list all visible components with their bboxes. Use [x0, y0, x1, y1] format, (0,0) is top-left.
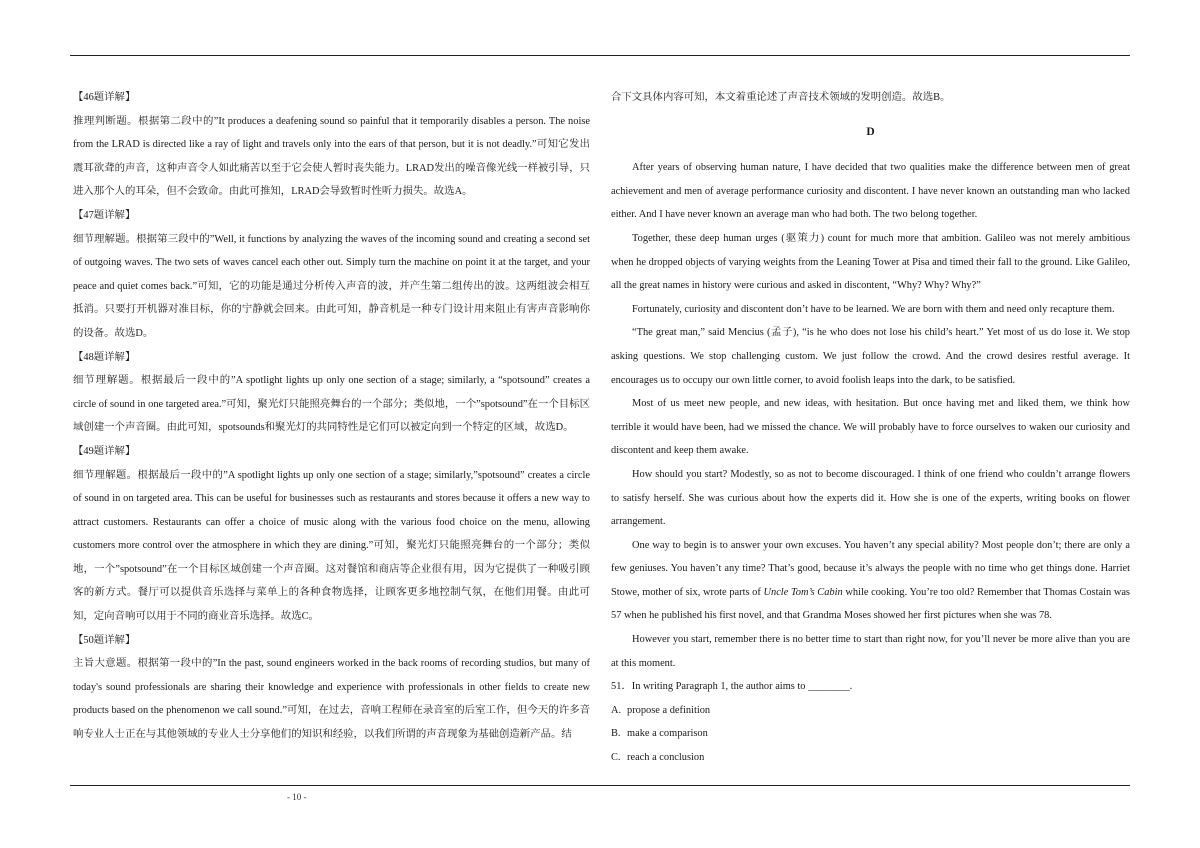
q50-explanation-continued: 合下文具体内容可知，本文着重论述了声音技术领域的发明创造。故选B。: [611, 92, 951, 103]
page-number: - 10 -: [287, 792, 307, 802]
option-a-letter: A.: [611, 704, 622, 716]
passage-paragraph-8: However you start, remember there is no better time to start than right now, for you’ll never be more alive than you are at this moment.: [611, 634, 1130, 669]
q46-explanation: 推理判断题。根据第二段中的”It produces a deafening sound so painful that it temporarily disables a person. The noise from the LRAD is directed like a ray of light and travels only into the ears of that person, but it is not deadly.”可知它发出震耳欲聋的声音，这种声音令人如此痛苦以至于它会使人暂时丧失能力。LRAD发出的噪音像光线一样被引导，只进入那个人的耳朵，但不会致命。由此可推知，LRAD会导致暂时性听力损失。故选A。: [73, 115, 590, 198]
passage-paragraph-5: Most of us meet new people, and new ideas, with hesitation. But once having met and liked them, we think how terrible it would have been, had we missed the chance. We will probably have to force ourselves to waken our curiosity and discontent and keep them awake.: [611, 398, 1130, 457]
passage-paragraph-6: How should you start? Modestly, so as not to become discouraged. I think of one friend who couldn’t arrange flowers to satisfy herself. She was curious about how the experts did it. How she is one of the experts, writing books on flower arrangement.: [611, 468, 1130, 528]
question-51: 51．In writing Paragraph 1, the author aims to ________.: [611, 681, 853, 693]
right-column: [611, 86, 1130, 770]
option-b-text: make a comparison: [627, 728, 708, 740]
option-c-text: reach a conclusion: [627, 752, 705, 764]
q48-heading: 【48题详解】: [73, 351, 136, 363]
passage-paragraph-7: [611, 534, 1130, 628]
section-d-title: D: [866, 126, 875, 139]
q49-explanation: 细节理解题。根据最后一段中的”A spotlight lights up only one section of a stage; similarly,”spotsound” creates a circle of sound in on targeted area. This can be useful for businesses such as restaurants and stores because it offers a new way to attract customers. Restaurants can offer a choice of music along with the various food choice on the menu, allowing customers more control over the atmosphere in which they are dining.”可知，聚光灯只能照亮舞台的一个部分；类似地，一个”spotsound”在一个目标区域创建一个声音圈。这对餐馆和商店等企业很有用，因为它提供了一种吸引顾客的新方式。餐厅可以提供音乐选择与菜单上的各种食物选择，让顾客更多地控制气氛，在他们用餐。由此可知，定向音响可以用于不同的商业音乐选择。故选C。: [73, 469, 590, 623]
header-rule: [70, 55, 1130, 56]
paragraph-7-text-b: while cooking. You’re too old? Remember that Thomas Costain was 57 when he published his first novel, and that Grandma Moses showed her first pictures when she was 78.: [611, 586, 1130, 622]
q48-explanation: 细节理解题。根据最后一段中的”A spotlight lights up only one section of a stage; similarly, a “spotsound” creates a circle of sound in one targeted area.”可知，聚光灯只能照亮舞台的一个部分；类似地，一个”spotsound”在一个目标区域创建一个声音圈。由此可知，spotsounds和聚光灯的共同特性是它们可以被定向到一个特定的区域，故选D。: [73, 375, 590, 434]
q49-heading: 【49题详解】: [73, 445, 136, 457]
passage-paragraph-2: Together, these deep human urges (驱策力) count for much more that ambition. Galileo was not merely ambitious when he dropped objects of varying weights from the Leaning Tower at Pisa and timed their fall to the ground. Like Galileo, all the great names in history were curious and asked in discontent, “Why? Why? Why?”: [611, 232, 1130, 292]
option-a-text: propose a definition: [627, 704, 711, 716]
book-title: Uncle Tom’s Cabin: [763, 586, 843, 598]
q47-heading: 【47题详解】: [73, 209, 136, 221]
passage-paragraph-3: Fortunately, curiosity and discontent don’t have to be learned. We are born with them and need only recapture them.: [632, 303, 1115, 315]
option-c: [611, 746, 1130, 770]
paragraph-7-text-a: One way to begin is to answer your own excuses. You haven’t any special ability? Most people don’t; there are only a few geniuses. You haven’t any time? That’s good, because it’s always the people with no time who get things done. Harriet Stowe, mother of six, wrote parts of: [611, 539, 1130, 598]
option-c-letter: C.: [611, 752, 621, 764]
option-a: [611, 699, 1130, 723]
footer-rule: [70, 785, 1130, 786]
passage-paragraph-1: After years of observing human nature, I have decided that two qualities make the difference between men of great achievement and men of average performance curiosity and discontent. I have never known an outstanding man who lacked either. And I have never known an average man who had both. The two belong together.: [611, 162, 1130, 221]
q47-explanation: 细节理解题。根据第三段中的”Well, it functions by analyzing the waves of the incoming sound and creating a second set of outgoing waves. The two sets of waves cancel each other out. Simply turn the machine on point it at the target, and your peace and quiet comes back.”可知，它的功能是通过分析传入声音的波，并产生第二组传出的波。这两组波会相互抵消。只要打开机器对准目标，你的宁静就会回来。由此可知，静音机是一种专门设计用来阻止有害声音影响你的设备。故选D。: [73, 233, 590, 339]
q50-heading: 【50题详解】: [73, 634, 136, 646]
option-b: [611, 722, 1130, 746]
q50-explanation: 主旨大意题。根据第一段中的”In the past, sound engineers worked in the back rooms of recording studios, but many of today's sound professionals are sharing their knowledge and experience with professionals in other fields to create new products based on the phenomenon we call sound.”可知，在过去，音响工程师在录音室的后室工作，但今天的许多音响专业人士正在与其他领域的专业人士分享他们的知识和经验，以我们所谓的声音现象为基础创造新产品。结: [73, 658, 590, 741]
option-b-letter: B.: [611, 728, 621, 740]
passage-paragraph-4: “The great man,” said Mencius (孟子), “is he who does not lose his child’s heart.” Yet most of us do lose it. We stop asking questions. We stop challenging custom. We just follow the crowd. And the crowd desires restful average. It encourages us to occupy our own little corner, to avoid foolish leaps into the dark, to be satisfied.: [611, 327, 1130, 386]
q46-heading: 【46题详解】: [73, 92, 136, 103]
left-column: [73, 86, 590, 747]
